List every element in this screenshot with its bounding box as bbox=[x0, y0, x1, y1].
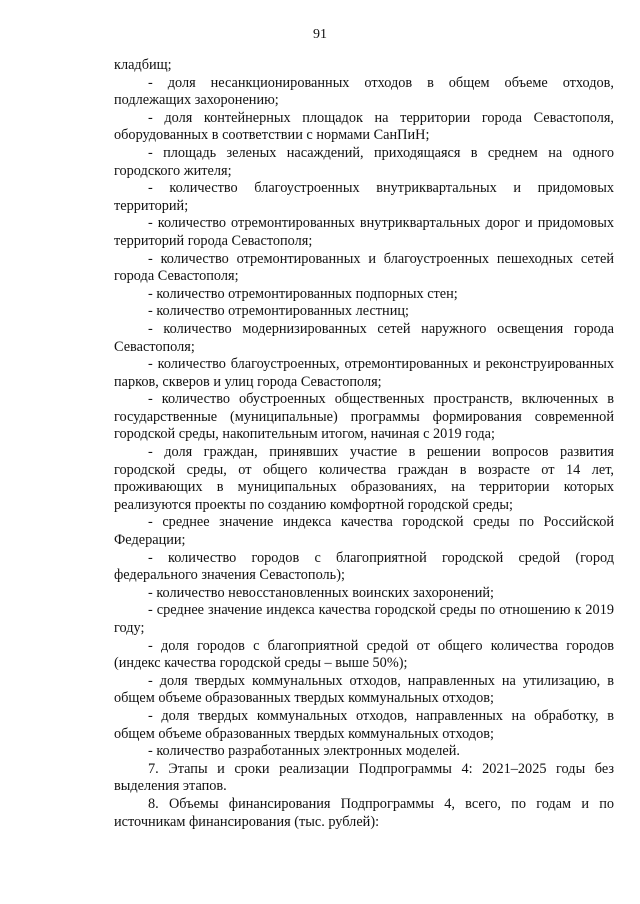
list-item-repaired-roads: - количество отремонтированных внутриквартальных дорог и придомовых территорий города Севастополя; bbox=[114, 215, 614, 249]
list-item-pedestrian-networks: - количество отремонтированных и благоустроенных пешеходных сетей города Севастополя; bbox=[114, 250, 614, 285]
list-item-citizen-participation: - доля граждан, принявших участие в решении вопросов развития городской среды, от общего количества граждан в возрасте от 14 лет, проживающих в муниципальных образованиях, на территории которых реализуются проекты по созданию комфортной городской среды; bbox=[114, 444, 614, 513]
list-item-favorable-cities: - количество городов с благоприятной городской средой (город федерального значения Севастополь); bbox=[114, 549, 614, 584]
list-item-public-spaces: - количество обустроенных общественных пространств, включенных в государственные (муниципальные) программы формирования современной городской среды, накопительным итогом, начиная с 2019 года; bbox=[114, 391, 614, 443]
list-item-retaining-walls: - количество отремонтированных подпорных стен; bbox=[148, 285, 458, 302]
list-item-waste-processing: - доля твердых коммунальных отходов, направленных на обработку, в общем объеме образованных твердых коммунальных отходов; bbox=[114, 707, 614, 742]
list-item-quality-index-2019: - среднее значение индекса качества городской среды по отношению к 2019 году; bbox=[114, 602, 614, 636]
list-item-stairs: - количество отремонтированных лестниц; bbox=[148, 303, 409, 320]
list-item-green-area: - площадь зеленых насаждений, приходящаяся в среднем на одного городского жителя; bbox=[114, 144, 614, 179]
paragraph-continuation: кладбищ; bbox=[114, 57, 172, 73]
page-number: 91 bbox=[313, 27, 327, 42]
list-item-favorable-share: - доля городов с благоприятной средой от общего количества городов (индекс качества городской среды – выше 50%); bbox=[114, 637, 614, 672]
list-item-improved-territories: - количество благоустроенных внутриквартальных и придомовых территорий; bbox=[114, 180, 614, 214]
list-item-quality-index-rf: - среднее значение индекса качества городской среды по Российской Федерации; bbox=[114, 514, 614, 549]
list-item-military-graves: - количество невосстановленных воинских захоронений; bbox=[148, 584, 494, 601]
list-item-waste-utilization: - доля твердых коммунальных отходов, направленных на утилизацию, в общем объеме образованных твердых коммунальных отходов; bbox=[114, 672, 614, 707]
section-7-stages: 7. Этапы и сроки реализации Подпрограммы 4: 2021–2025 годы без выделения этапов. bbox=[114, 760, 614, 795]
section-8-financing: 8. Объемы финансирования Подпрограммы 4, всего, по годам и по источникам финансирования (тыс. рублей): bbox=[114, 795, 614, 830]
list-item-unsanctioned-waste: - доля несанкционированных отходов в общем объеме отходов, подлежащих захоронению; bbox=[114, 74, 614, 109]
list-item-street-lighting: - количество модернизированных сетей наружного освещения города Севастополя; bbox=[114, 320, 614, 355]
list-item-parks: - количество благоустроенных, отремонтированных и реконструированных парков, скверов и улиц города Севастополя; bbox=[114, 356, 614, 390]
list-item-electronic-models: - количество разработанных электронных моделей. bbox=[148, 743, 461, 760]
list-item-container-sites: - доля контейнерных площадок на территории города Севастополя, оборудованных в соответствии с нормами СанПиН; bbox=[114, 109, 614, 144]
document-body bbox=[114, 57, 614, 831]
